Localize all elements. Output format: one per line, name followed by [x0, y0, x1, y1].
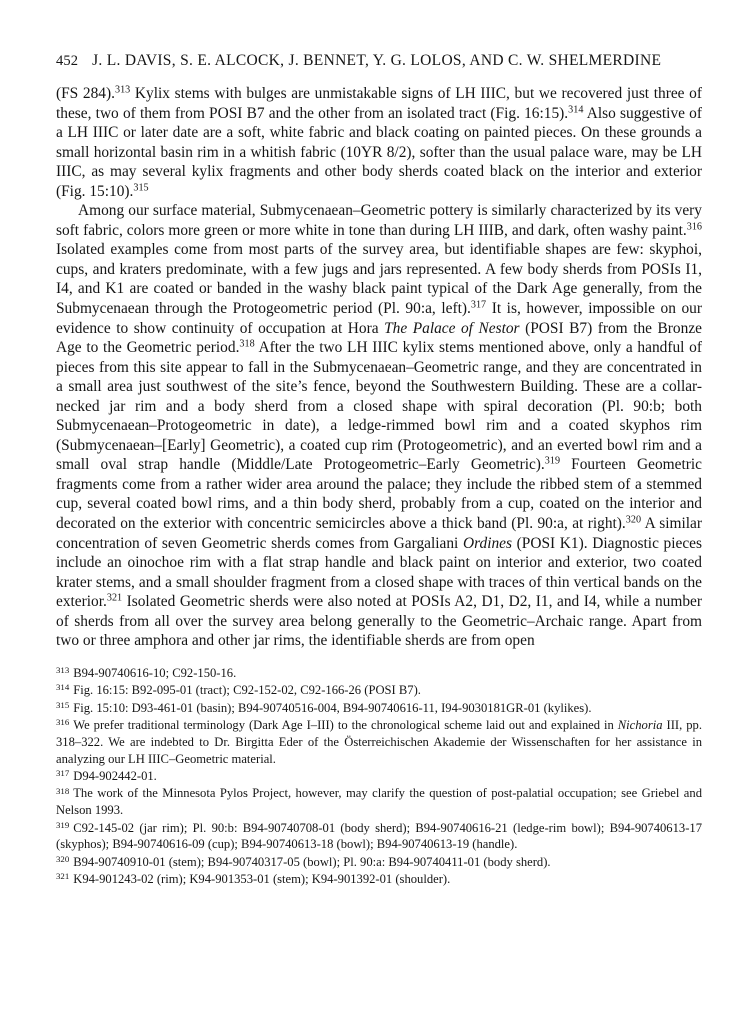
footnote-ref-315[interactable]: 315: [133, 182, 149, 194]
page-number: 452: [56, 53, 79, 69]
running-head: [56, 52, 702, 70]
footnote-ref-317[interactable]: 317: [470, 299, 487, 311]
book-title-italic: Nichoria: [617, 718, 663, 733]
footnote-text: K94-901243-02 (rim); K94-901353-01 (stem); K94-901392-01 (shoulder).: [73, 872, 451, 887]
footnote-ref-318[interactable]: 318: [239, 338, 255, 350]
footnotes: [56, 665, 702, 888]
site-name-italic: The Palace of Nestor: [384, 319, 520, 337]
footnote-text: III, pp. 318–322. We are indebted to Dr. Birgitta Eder of the Österreichischen Akademie der Wissenschaften for her assistance in analyzing our LH IIIC–Geometric material.: [56, 718, 702, 766]
text-run: (POSI K1). Diagnostic pieces include an oinochoe rim with a flat strap handle and black paint on interior and exterior, two coated krater stems, and a small shoulder fragment from a closed shape with traces of thin vertical bands on the exterior.: [56, 534, 703, 611]
footnote-ref-316[interactable]: 316: [686, 221, 702, 233]
text-run: (POSI B7) from the Bronze Age to the Geometric period.: [56, 319, 702, 357]
footnote-number: 313: [56, 664, 70, 675]
footnote-text: Fig. 16:15: B92-095-01 (tract); C92-152-02, C92-166-26 (POSI B7).: [73, 683, 421, 698]
footnote-number: 316: [56, 717, 70, 728]
footnote-315: [56, 700, 702, 717]
text-run: Kylix stems with bulges are unmistakable signs of LH IIIC, but we recovered just three of these, two of them from POSI B7 and the other from an isolated tract (Fig. 16:15).: [56, 85, 702, 122]
text-run: Fourteen Geometric fragments come from a rather wider area around the palace; they include the ribbed stem of a stemmed cup, several coated bowl rims, and a thin body sherd, probably from a cup, coated on the interior and decorated on the exterior with concentric semicircles above a thick band (Pl. 90:a, at right).: [56, 456, 702, 533]
footnote-number: 320: [56, 853, 70, 864]
footnote-ref-319[interactable]: 319: [544, 455, 561, 467]
footnote-ref-320[interactable]: 320: [625, 514, 642, 526]
footnote-ref-321[interactable]: 321: [106, 592, 123, 604]
book-page: [56, 52, 702, 888]
text-run: A similar concentration of seven Geometric sherds comes from Gargaliani: [56, 515, 703, 552]
footnote-ref-313[interactable]: 313: [114, 84, 131, 96]
footnote-ref-314[interactable]: 314: [568, 103, 584, 115]
text-run: After the two LH IIIC kylix stems mentioned above, only a handful of pieces from this site appear to fall in the Submycenaean–Geometric range, and they are concentrated in a small area just southwest of the site’s fence, beyond the Southwestern Building. These are a collar-necked jar rim and a body sherd from a closed shape with spiral decoration (Pl. 90:b; both Submycenaean–Protogeometric in date), a ledge-rimmed bowl rim and a coated skyphos rim (Submycenaean–[Early] Geometric), a coated cup rim (Protogeometric), and an everted bowl rim and a small oval strap handle (Middle/Late Protogeometric–Early Geometric).: [56, 339, 702, 474]
footnote-320: [56, 854, 702, 871]
footnote-319: [56, 820, 702, 853]
footnote-text: C92-145-02 (jar rim); Pl. 90:b: B94-90740708-01 (body sherd); B94-90740616-21 (ledge-rim bowl); B94-90740613-17 (skyphos); B94-90740616-09 (cup); B94-90740613-18 (bowl); B94-90740613-19 (handle).: [56, 820, 702, 852]
paragraph-1: [56, 84, 702, 201]
footnote-number: 314: [56, 682, 70, 693]
footnote-321: [56, 871, 702, 888]
body-text: [56, 84, 702, 651]
paragraph-2: [56, 201, 702, 651]
footnote-text: D94-902442-01.: [73, 768, 157, 783]
footnote-number: 315: [56, 699, 70, 710]
text-run: Among our surface material, Submycenaean–Geometric pottery is similarly characterized by its very soft fabric, colors more green or more white in tone than during LH IIIB, and dark, often washy paint.: [56, 202, 702, 239]
footnote-number: 321: [56, 871, 70, 882]
footnote-number: 318: [56, 785, 70, 796]
text-run: (FS 284).: [56, 85, 115, 102]
footnote-316: [56, 717, 702, 767]
footnote-number: 317: [56, 768, 70, 779]
footnote-314: [56, 682, 702, 699]
footnote-text: Fig. 15:10: D93-461-01 (basin); B94-90740516-004, B94-90740616-11, I94-9030181GR-01 (kylikes).: [73, 700, 592, 715]
footnote-number: 319: [56, 819, 70, 830]
site-name-italic: Ordines: [462, 534, 513, 552]
footnote-text: We prefer traditional terminology (Dark Age I–III) to the chronological scheme laid out and explained in: [73, 718, 618, 733]
footnote-318: [56, 785, 702, 818]
text-run: Isolated examples come from most parts of the survey area, but identifiable shapes are few: skyphoi, cups, and kraters predominate, with a few jugs and jars represented. A few body sherds from POSIs I1, I4, and K1 are coated or banded in the washy black paint typical of the Dark Age generally, from the Submycenaean through the Protogeometric period (Pl. 90:a, left).: [56, 241, 702, 318]
footnote-text: B94-90740616-10; C92-150-16.: [73, 665, 237, 680]
text-run: It is, however, impossible on our evidence to show continuity of occupation at Hora: [56, 300, 703, 337]
running-head-authors: J. L. DAVIS, S. E. ALCOCK, J. BENNET, Y. G. LOLOS, AND C. W. SHELMERDINE: [92, 52, 662, 69]
footnote-317: [56, 768, 702, 785]
footnote-text: The work of the Minnesota Pylos Project, however, may clarify the question of post-palatial occupation; see Griebel and Nelson 1993.: [56, 786, 702, 818]
text-run: Isolated Geometric sherds were also noted at POSIs A2, D1, D2, I1, and I4, while a number of sherds from all over the survey area belong generally to the Geometric–Archaic range. Apart from two or three amphora and other jar rims, the identifiable sherds are from open: [56, 593, 702, 650]
footnote-313: [56, 665, 702, 682]
footnote-text: B94-90740910-01 (stem); B94-90740317-05 (bowl); Pl. 90:a: B94-90740411-01 (body sherd).: [73, 854, 551, 869]
text-run: Also suggestive of a LH IIIC or later date are a soft, white fabric and black coating on painted pieces. On these grounds a small horizontal basin rim in a whitish fabric (10YR 8/2), softer than the usual palace ware, may be LH IIIC, as may several kylix fragments and other body sherds coated black on the interior and exterior (Fig. 15:10).: [56, 104, 702, 200]
